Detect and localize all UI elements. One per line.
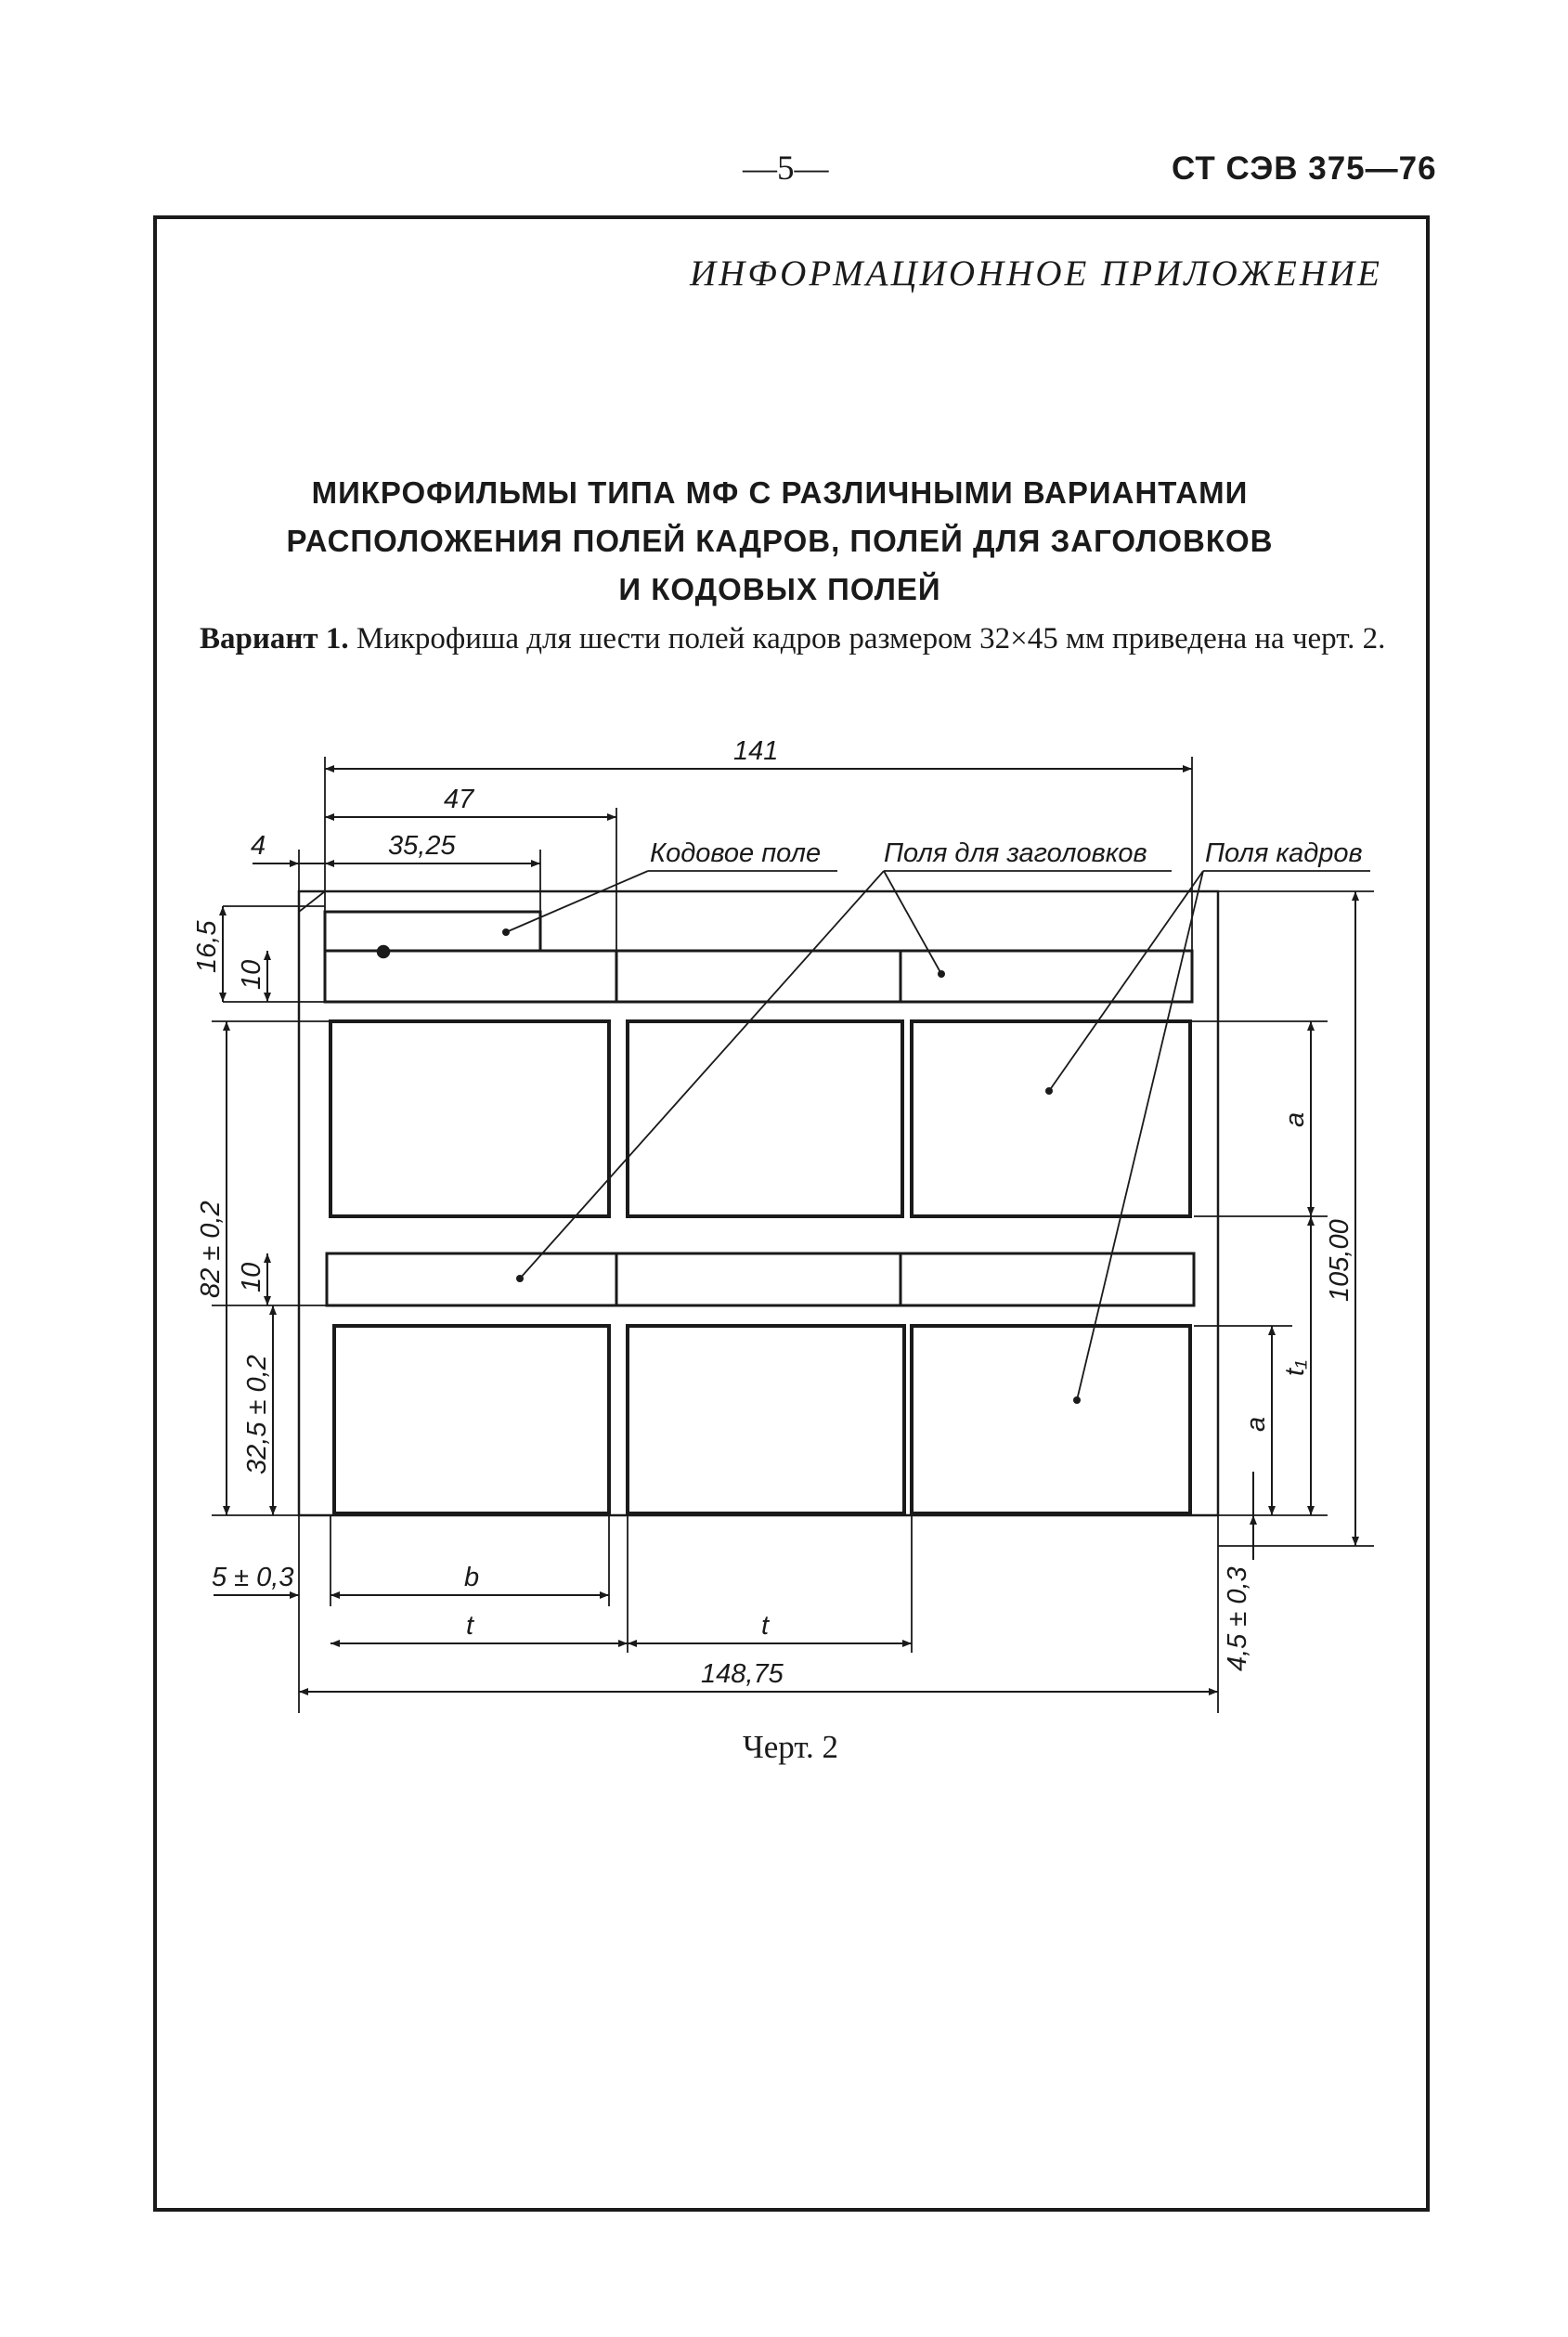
frame-bottom-border (153, 2208, 1430, 2212)
frame-field-6 (912, 1326, 1190, 1513)
dim-t-1: t (466, 1611, 474, 1641)
dim-82: 82 ± 0,2 (196, 1201, 226, 1298)
title-line-2: РАСПОЛОЖЕНИЯ ПОЛЕЙ КАДРОВ, ПОЛЕЙ ДЛЯ ЗАГОЛОВКОВ (286, 524, 1274, 558)
page-number: —5— (743, 149, 829, 188)
dim-b: b (464, 1563, 480, 1592)
header-field-5 (616, 1253, 901, 1305)
figure-caption: Черт. 2 (743, 1729, 838, 1765)
dim-16-5: 16,5 (192, 920, 222, 973)
dim-35-25: 35,25 (388, 831, 456, 861)
frame-field-1 (330, 1021, 609, 1216)
document-code: СТ СЭВ 375—76 (1172, 150, 1437, 187)
dim-10-mid: 10 (237, 1262, 266, 1292)
dim-a-bottom: a (1241, 1416, 1271, 1432)
dimension-lines (214, 769, 1355, 1692)
frame-field-5 (628, 1326, 904, 1513)
dim-141: 141 (733, 736, 779, 766)
header-field-6 (901, 1253, 1194, 1305)
dim-a-top: a (1280, 1111, 1310, 1127)
dim-4-5: 4,5 ± 0,3 (1223, 1566, 1252, 1671)
variant-body: Микрофиша для шести полей кадров размером 32×45 мм приведена на черт. 2. (348, 622, 1386, 656)
dim-105: 105,00 (1325, 1219, 1354, 1302)
dim-10-top: 10 (237, 959, 266, 990)
dim-148-75: 148,75 (701, 1659, 784, 1689)
variant-lead: Вариант 1. (200, 622, 349, 656)
dim-t-2: t (761, 1611, 770, 1641)
header-field-2 (616, 951, 901, 1002)
microfiche-outline (299, 891, 1218, 1515)
header-field-4 (327, 1253, 616, 1305)
header-field-1 (325, 951, 616, 1002)
frame-field-2 (628, 1021, 902, 1216)
label-code-field: Кодовое поле (650, 838, 822, 868)
title-line-3: И КОДОВЫХ ПОЛЕЙ (618, 572, 941, 606)
extension-lines (212, 757, 1374, 1713)
appendix-label: ИНФОРМАЦИОННОЕ ПРИЛОЖЕНИЕ (690, 253, 1382, 293)
dim-4: 4 (251, 831, 266, 861)
label-header-fields: Поля для заголовков (884, 838, 1147, 868)
dim-47: 47 (444, 785, 474, 814)
title-line-1: МИКРОФИЛЬМЫ ТИПА МФ С РАЗЛИЧНЫМИ ВАРИАНТАМИ (311, 475, 1249, 510)
dim-5: 5 ± 0,3 (212, 1563, 294, 1592)
dim-32-5: 32,5 ± 0,2 (242, 1355, 272, 1474)
dim-t1: t₁ (1280, 1359, 1310, 1376)
frame-field-4 (334, 1326, 609, 1513)
label-frame-fields: Поля кадров (1205, 838, 1363, 868)
frame-field-3 (912, 1021, 1190, 1216)
